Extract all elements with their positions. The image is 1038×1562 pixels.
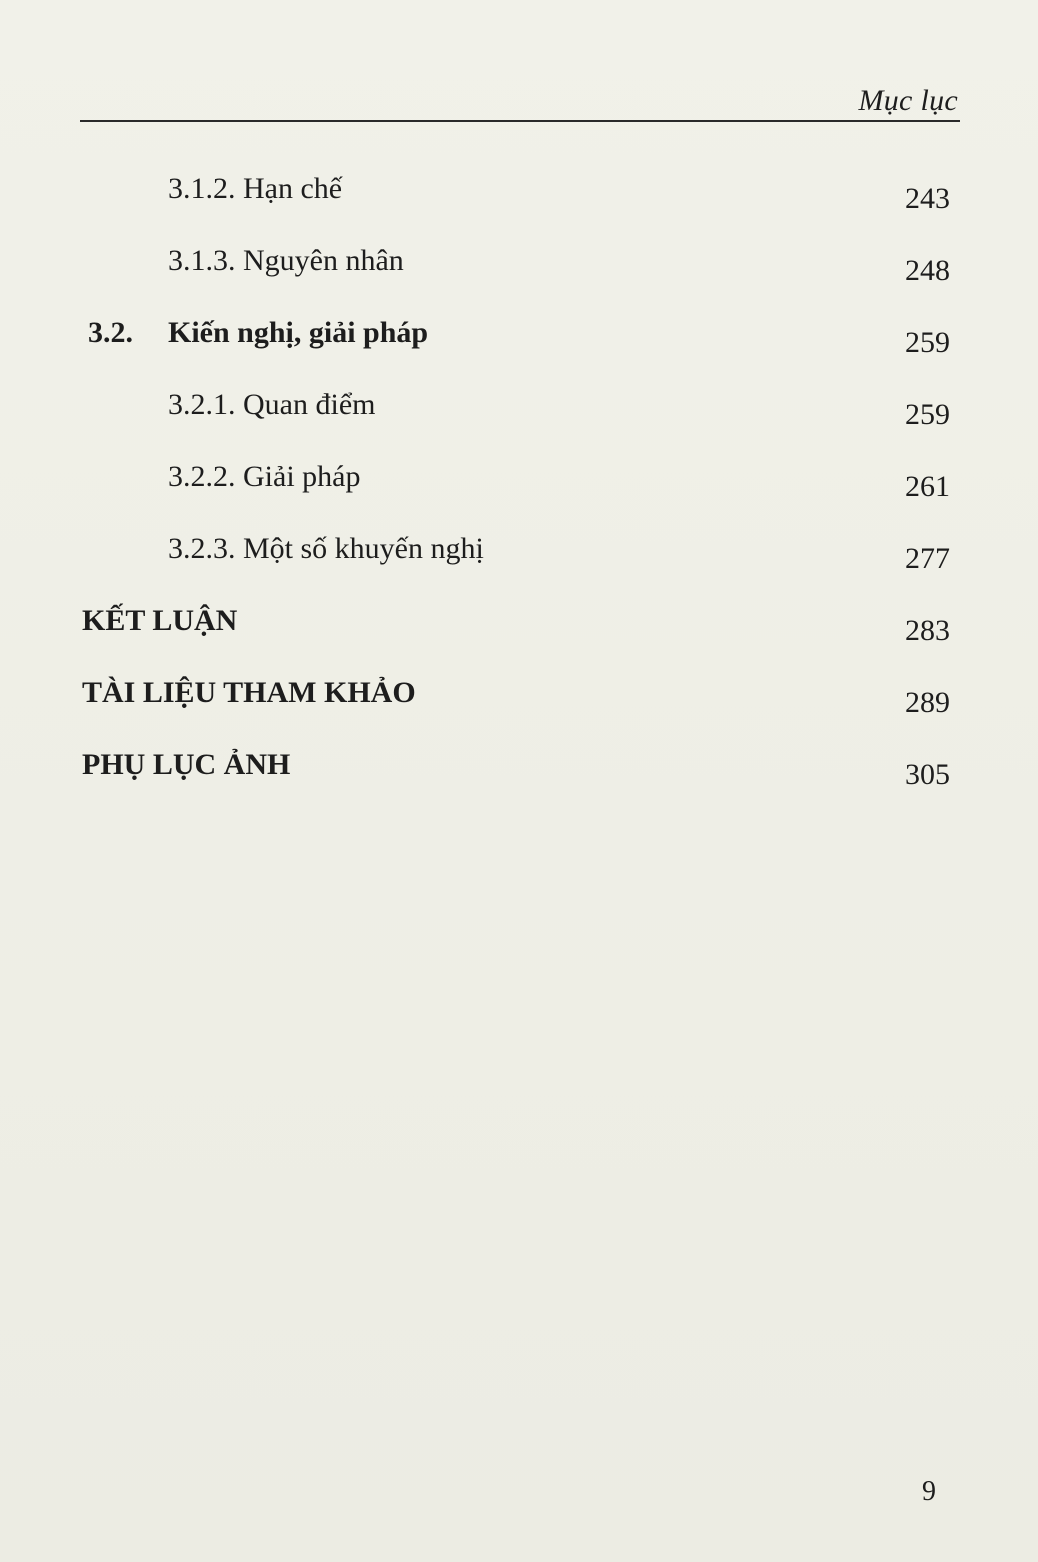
header-rule (80, 120, 960, 122)
toc-entry-page: 261 (905, 470, 950, 503)
toc-entry (0, 388, 1038, 438)
toc-entry-title: Nguyên nhân (243, 244, 404, 277)
toc-section (0, 316, 1038, 366)
toc-entry-page: 248 (905, 254, 950, 287)
toc-chapter-title: PHỤ LỤC ẢNH (82, 748, 291, 781)
toc-entry-page: 259 (905, 398, 950, 431)
page-number: 9 (922, 1476, 936, 1507)
toc-chapter (0, 604, 1038, 654)
toc-entry-title: Quan điểm (243, 388, 376, 421)
toc-entry (0, 532, 1038, 582)
toc-entry-label (168, 388, 375, 422)
toc-entry-number: 3.2.1. (168, 388, 236, 421)
toc-entry-number: 3.2.2. (168, 460, 236, 493)
toc-entry-title: Một số khuyến nghị (243, 532, 484, 565)
toc-chapter-title: KẾT LUẬN (82, 604, 238, 637)
toc-entry-number: 3.2.3. (168, 532, 236, 565)
toc-entry-page: 277 (905, 542, 950, 575)
toc-chapter-page: 283 (905, 614, 950, 647)
toc-entry-number: 3.1.2. (168, 172, 236, 205)
toc-entry-label (168, 532, 484, 566)
toc-chapter-page: 289 (905, 686, 950, 719)
toc-entry (0, 244, 1038, 294)
running-header-title: Mục lục (858, 84, 958, 117)
toc-chapter-title: TÀI LIỆU THAM KHẢO (82, 676, 416, 709)
toc-entry-title: Giải pháp (243, 460, 361, 493)
toc-section-number: 3.2. (88, 316, 133, 349)
toc-entry-label (168, 244, 404, 278)
toc-chapter (0, 748, 1038, 798)
toc-entry-label (168, 172, 342, 206)
toc-section-label (88, 316, 429, 350)
toc-entry (0, 172, 1038, 222)
toc-section-page: 259 (905, 326, 950, 359)
toc-entry (0, 460, 1038, 510)
toc-entry-title: Hạn chế (243, 172, 343, 205)
toc-chapter-page: 305 (905, 758, 950, 791)
toc-entry-page: 243 (905, 182, 950, 215)
toc-entry-number: 3.1.3. (168, 244, 236, 277)
toc-entry-label (168, 460, 360, 494)
toc-section-title: Kiến nghị, giải pháp (168, 316, 429, 349)
toc-chapter (0, 676, 1038, 726)
